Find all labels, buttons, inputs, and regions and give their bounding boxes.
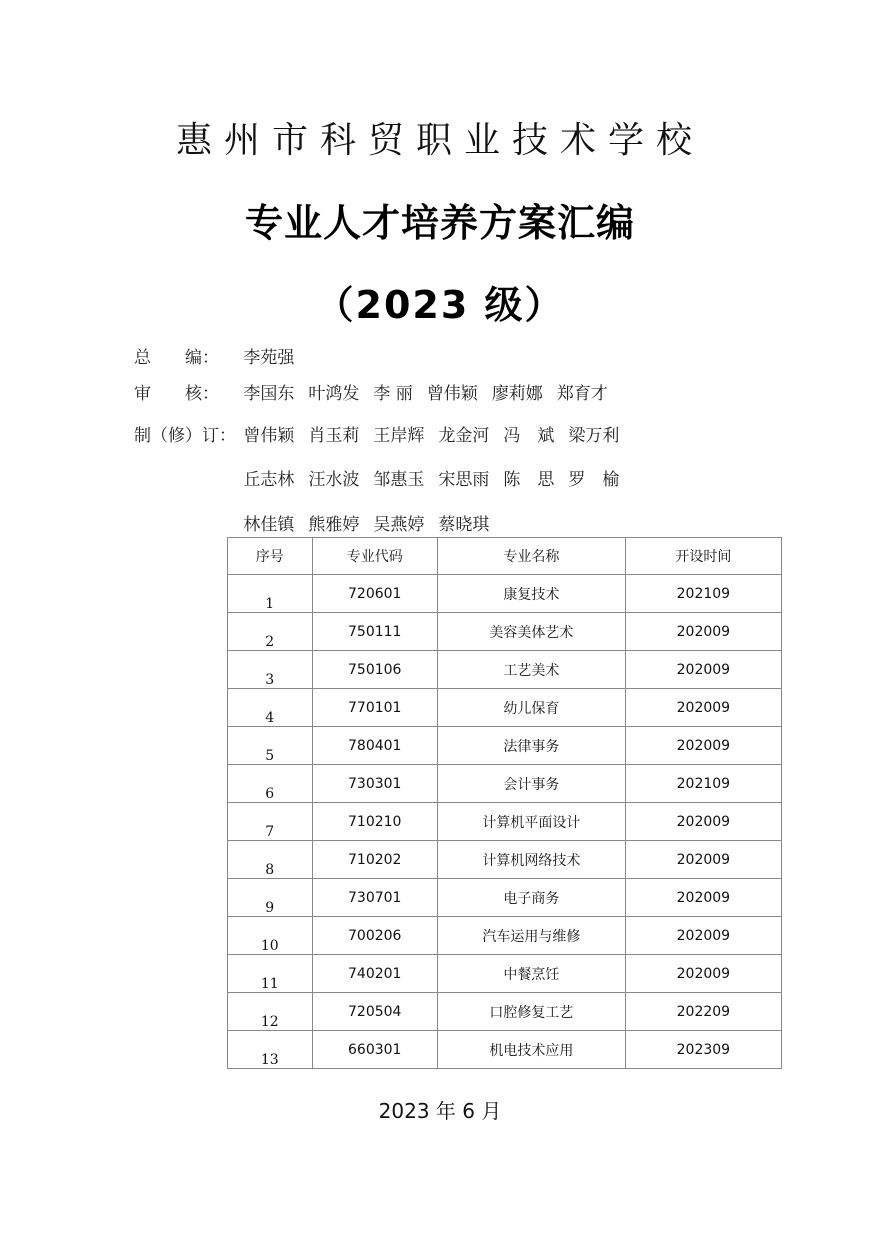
chief-editor-row: [134, 343, 308, 368]
table-row: [228, 575, 782, 613]
reviser-row-2: [134, 465, 633, 490]
table-row: [228, 993, 782, 1031]
cell-index: 9: [228, 879, 313, 917]
table-row: [228, 727, 782, 765]
cell-code: 770101: [312, 689, 437, 727]
cell-start-date: 202009: [625, 727, 781, 765]
cell-index: 3: [228, 651, 313, 689]
table-row: [228, 689, 782, 727]
cell-index: 6: [228, 765, 313, 803]
header-start-date: 开设时间: [625, 538, 781, 575]
table-row: [228, 879, 782, 917]
reviser-row-1: [134, 421, 633, 446]
header-major-name: 专业名称: [437, 538, 625, 575]
cell-major-name: 机电技术应用: [437, 1031, 625, 1069]
staff-name: 邹惠玉: [373, 470, 425, 490]
cell-start-date: 202009: [625, 651, 781, 689]
cell-major-name: 计算机平面设计: [437, 803, 625, 841]
cell-major-name: 会计事务: [437, 765, 625, 803]
cell-index: 7: [228, 803, 313, 841]
cell-code: 710202: [312, 841, 437, 879]
staff-name: 曾伟颖: [243, 426, 295, 446]
cell-start-date: 202009: [625, 803, 781, 841]
cell-code: 730301: [312, 765, 437, 803]
staff-name: 李 丽: [373, 384, 413, 404]
cell-start-date: 202009: [625, 917, 781, 955]
reviser-names-3: [243, 510, 503, 535]
cell-index: 2: [228, 613, 313, 651]
table-header-row: [228, 538, 782, 575]
staff-name: 林佳镇: [243, 515, 295, 535]
staff-name: 李苑强: [243, 348, 295, 368]
reviewer-row: [134, 379, 622, 404]
cell-major-name: 康复技术: [437, 575, 625, 613]
reviewer-label: 审 核：: [134, 384, 219, 404]
staff-name: 梁万利: [568, 426, 620, 446]
staff-name: 冯 斌: [503, 426, 555, 446]
cell-major-name: 幼儿保育: [437, 689, 625, 727]
cell-code: 780401: [312, 727, 437, 765]
reviser-label: 制（修）订：: [134, 426, 236, 446]
cell-index: 8: [228, 841, 313, 879]
cell-index: 1: [228, 575, 313, 613]
cell-major-name: 中餐烹饪: [437, 955, 625, 993]
cell-major-name: 口腔修复工艺: [437, 993, 625, 1031]
cell-index: 4: [228, 689, 313, 727]
document-date: 2023 年 6 月: [378, 1099, 502, 1123]
cell-code: 660301: [312, 1031, 437, 1069]
staff-name: 李国东: [243, 384, 295, 404]
staff-name: 陈 思: [503, 470, 555, 490]
table-row: [228, 1031, 782, 1069]
cell-major-name: 法律事务: [437, 727, 625, 765]
document-title: 专业人才培养方案汇编: [244, 201, 635, 245]
staff-name: 汪水波: [308, 470, 360, 490]
cell-index: 12: [228, 993, 313, 1031]
table-row: [228, 955, 782, 993]
staff-name: 肖玉莉: [308, 426, 360, 446]
table-row: [228, 765, 782, 803]
cell-start-date: 202009: [625, 689, 781, 727]
cell-start-date: 202109: [625, 575, 781, 613]
staff-name: 廖莉娜: [491, 384, 543, 404]
staff-name: 丘志林: [243, 470, 295, 490]
reviser-names-1: [243, 421, 633, 446]
table-row: [228, 841, 782, 879]
header-code: 专业代码: [312, 538, 437, 575]
reviewer-names: [243, 379, 621, 404]
header-index: 序号: [228, 538, 313, 575]
cell-code: 750106: [312, 651, 437, 689]
cell-start-date: 202209: [625, 993, 781, 1031]
staff-name: 蔡晓琪: [438, 515, 490, 535]
staff-name: 罗 榆: [568, 470, 620, 490]
staff-name: 吴燕婷: [373, 515, 425, 535]
cell-start-date: 202309: [625, 1031, 781, 1069]
staff-name: 郑育才: [556, 384, 608, 404]
cell-code: 710210: [312, 803, 437, 841]
cell-code: 720601: [312, 575, 437, 613]
staff-name: 曾伟颖: [426, 384, 478, 404]
cell-start-date: 202009: [625, 879, 781, 917]
cell-index: 10: [228, 917, 313, 955]
cell-major-name: 汽车运用与维修: [437, 917, 625, 955]
cell-major-name: 电子商务: [437, 879, 625, 917]
staff-name: 宋思雨: [438, 470, 490, 490]
table-row: [228, 613, 782, 651]
cell-index: 13: [228, 1031, 313, 1069]
table-row: [228, 651, 782, 689]
table-row: [228, 917, 782, 955]
cell-code: 720504: [312, 993, 437, 1031]
chief-editor-label: 总 编：: [134, 348, 219, 368]
cell-start-date: 202009: [625, 841, 781, 879]
cell-code: 750111: [312, 613, 437, 651]
cell-start-date: 202009: [625, 613, 781, 651]
cell-start-date: 202109: [625, 765, 781, 803]
cell-major-name: 工艺美术: [437, 651, 625, 689]
cell-index: 5: [228, 727, 313, 765]
majors-table: [227, 537, 782, 1069]
reviser-names-2: [243, 465, 633, 490]
cell-code: 740201: [312, 955, 437, 993]
majors-table-body: [228, 575, 782, 1069]
cell-major-name: 计算机网络技术: [437, 841, 625, 879]
chief-editor-names: [243, 343, 308, 368]
staff-name: 龙金河: [438, 426, 490, 446]
cell-start-date: 202009: [625, 955, 781, 993]
staff-name: 王岸辉: [373, 426, 425, 446]
cell-code: 730701: [312, 879, 437, 917]
cell-major-name: 美容美体艺术: [437, 613, 625, 651]
staff-name: 熊雅婷: [308, 515, 360, 535]
document-year: （2023 级）: [315, 283, 565, 327]
table-row: [228, 803, 782, 841]
cell-code: 700206: [312, 917, 437, 955]
school-name: 惠州市科贸职业技术学校: [175, 120, 704, 161]
reviser-row-3: [134, 510, 503, 535]
cell-index: 11: [228, 955, 313, 993]
staff-name: 叶鸿发: [308, 384, 360, 404]
